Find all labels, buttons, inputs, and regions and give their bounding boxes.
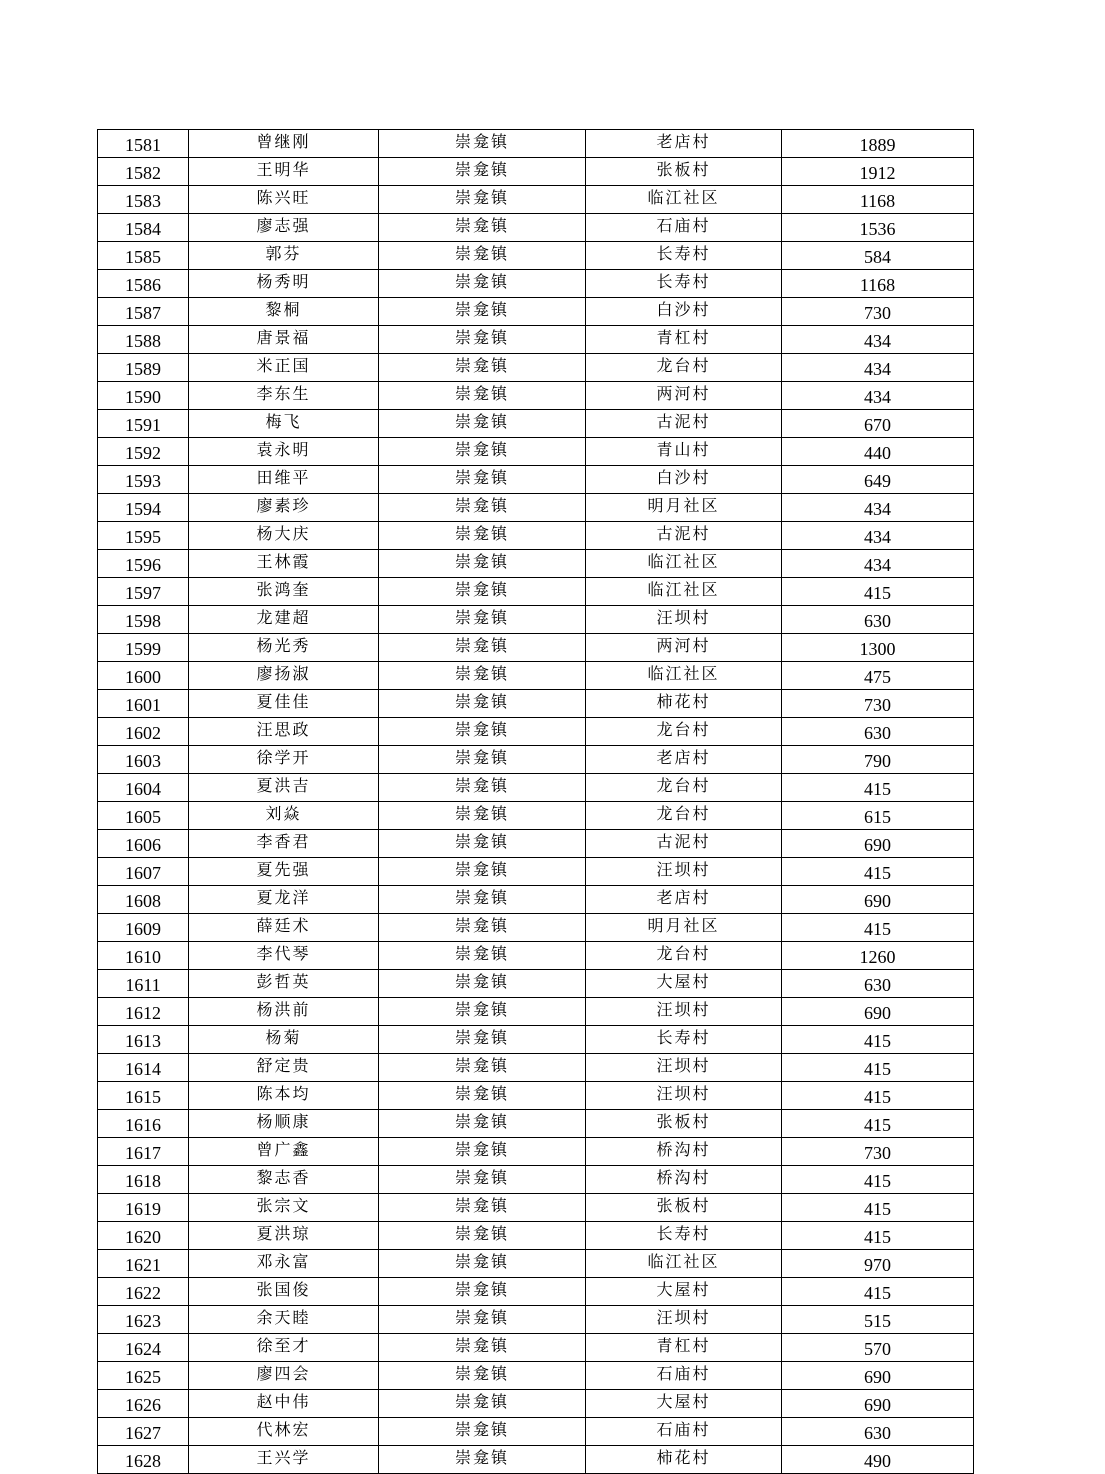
town-cell: 崇龛镇 xyxy=(379,1026,586,1054)
table-row xyxy=(98,550,974,578)
amount-cell: 415 xyxy=(782,1082,974,1110)
row-number-cell: 1616 xyxy=(98,1110,189,1138)
amount-cell: 415 xyxy=(782,1278,974,1306)
amount-cell: 1260 xyxy=(782,942,974,970)
amount-cell: 1536 xyxy=(782,214,974,242)
table-row xyxy=(98,354,974,382)
table-row xyxy=(98,298,974,326)
table-row xyxy=(98,494,974,522)
table-row xyxy=(98,1446,974,1474)
table-row xyxy=(98,1278,974,1306)
town-cell: 崇龛镇 xyxy=(379,1446,586,1474)
name-cell: 郭芬 xyxy=(189,242,379,270)
town-cell: 崇龛镇 xyxy=(379,942,586,970)
village-cell: 临江社区 xyxy=(586,662,782,690)
town-cell: 崇龛镇 xyxy=(379,242,586,270)
data-table xyxy=(97,129,974,1474)
village-cell: 长寿村 xyxy=(586,1222,782,1250)
table-row xyxy=(98,746,974,774)
amount-cell: 415 xyxy=(782,1026,974,1054)
amount-cell: 415 xyxy=(782,1166,974,1194)
table-row xyxy=(98,1110,974,1138)
row-number-cell: 1625 xyxy=(98,1362,189,1390)
row-number-cell: 1595 xyxy=(98,522,189,550)
amount-cell: 434 xyxy=(782,522,974,550)
village-cell: 汪坝村 xyxy=(586,1082,782,1110)
town-cell: 崇龛镇 xyxy=(379,998,586,1026)
town-cell: 崇龛镇 xyxy=(379,1166,586,1194)
town-cell: 崇龛镇 xyxy=(379,1334,586,1362)
name-cell: 米正国 xyxy=(189,354,379,382)
amount-cell: 490 xyxy=(782,1446,974,1474)
town-cell: 崇龛镇 xyxy=(379,130,586,158)
row-number-cell: 1587 xyxy=(98,298,189,326)
row-number-cell: 1584 xyxy=(98,214,189,242)
name-cell: 李东生 xyxy=(189,382,379,410)
table-row xyxy=(98,1250,974,1278)
table-row xyxy=(98,522,974,550)
row-number-cell: 1617 xyxy=(98,1138,189,1166)
amount-cell: 415 xyxy=(782,1194,974,1222)
village-cell: 汪坝村 xyxy=(586,606,782,634)
row-number-cell: 1594 xyxy=(98,494,189,522)
amount-cell: 630 xyxy=(782,718,974,746)
village-cell: 古泥村 xyxy=(586,830,782,858)
table-row xyxy=(98,186,974,214)
village-cell: 白沙村 xyxy=(586,298,782,326)
village-cell: 桥沟村 xyxy=(586,1138,782,1166)
name-cell: 曾继刚 xyxy=(189,130,379,158)
table-row xyxy=(98,1166,974,1194)
row-number-cell: 1593 xyxy=(98,466,189,494)
name-cell: 廖志强 xyxy=(189,214,379,242)
name-cell: 李香君 xyxy=(189,830,379,858)
row-number-cell: 1622 xyxy=(98,1278,189,1306)
table-row xyxy=(98,998,974,1026)
village-cell: 龙台村 xyxy=(586,942,782,970)
amount-cell: 434 xyxy=(782,382,974,410)
name-cell: 夏洪琼 xyxy=(189,1222,379,1250)
town-cell: 崇龛镇 xyxy=(379,1418,586,1446)
name-cell: 杨光秀 xyxy=(189,634,379,662)
town-cell: 崇龛镇 xyxy=(379,438,586,466)
town-cell: 崇龛镇 xyxy=(379,1278,586,1306)
table-row xyxy=(98,606,974,634)
name-cell: 王明华 xyxy=(189,158,379,186)
village-cell: 老店村 xyxy=(586,746,782,774)
town-cell: 崇龛镇 xyxy=(379,914,586,942)
town-cell: 崇龛镇 xyxy=(379,886,586,914)
town-cell: 崇龛镇 xyxy=(379,1194,586,1222)
village-cell: 青杠村 xyxy=(586,1334,782,1362)
table-row xyxy=(98,410,974,438)
row-number-cell: 1585 xyxy=(98,242,189,270)
amount-cell: 690 xyxy=(782,1362,974,1390)
village-cell: 张板村 xyxy=(586,158,782,186)
row-number-cell: 1627 xyxy=(98,1418,189,1446)
town-cell: 崇龛镇 xyxy=(379,1250,586,1278)
village-cell: 柿花村 xyxy=(586,690,782,718)
amount-cell: 630 xyxy=(782,970,974,998)
row-number-cell: 1600 xyxy=(98,662,189,690)
name-cell: 杨顺康 xyxy=(189,1110,379,1138)
row-number-cell: 1603 xyxy=(98,746,189,774)
town-cell: 崇龛镇 xyxy=(379,606,586,634)
row-number-cell: 1592 xyxy=(98,438,189,466)
village-cell: 龙台村 xyxy=(586,718,782,746)
village-cell: 明月社区 xyxy=(586,914,782,942)
table-row xyxy=(98,130,974,158)
town-cell: 崇龛镇 xyxy=(379,1222,586,1250)
amount-cell: 415 xyxy=(782,578,974,606)
town-cell: 崇龛镇 xyxy=(379,186,586,214)
table-row xyxy=(98,914,974,942)
amount-cell: 730 xyxy=(782,298,974,326)
village-cell: 两河村 xyxy=(586,634,782,662)
village-cell: 大屋村 xyxy=(586,1278,782,1306)
village-cell: 青杠村 xyxy=(586,326,782,354)
name-cell: 杨菊 xyxy=(189,1026,379,1054)
village-cell: 张板村 xyxy=(586,1110,782,1138)
name-cell: 夏洪吉 xyxy=(189,774,379,802)
table-row xyxy=(98,1222,974,1250)
table-row xyxy=(98,1418,974,1446)
name-cell: 赵中伟 xyxy=(189,1390,379,1418)
town-cell: 崇龛镇 xyxy=(379,494,586,522)
row-number-cell: 1614 xyxy=(98,1054,189,1082)
name-cell: 龙建超 xyxy=(189,606,379,634)
row-number-cell: 1615 xyxy=(98,1082,189,1110)
name-cell: 张宗文 xyxy=(189,1194,379,1222)
town-cell: 崇龛镇 xyxy=(379,1138,586,1166)
village-cell: 两河村 xyxy=(586,382,782,410)
village-cell: 汪坝村 xyxy=(586,858,782,886)
town-cell: 崇龛镇 xyxy=(379,1082,586,1110)
town-cell: 崇龛镇 xyxy=(379,802,586,830)
name-cell: 夏龙洋 xyxy=(189,886,379,914)
name-cell: 夏先强 xyxy=(189,858,379,886)
town-cell: 崇龛镇 xyxy=(379,578,586,606)
amount-cell: 690 xyxy=(782,1390,974,1418)
table-row xyxy=(98,1194,974,1222)
table-row xyxy=(98,1362,974,1390)
amount-cell: 630 xyxy=(782,606,974,634)
name-cell: 梅飞 xyxy=(189,410,379,438)
row-number-cell: 1610 xyxy=(98,942,189,970)
village-cell: 石庙村 xyxy=(586,1418,782,1446)
name-cell: 张国俊 xyxy=(189,1278,379,1306)
town-cell: 崇龛镇 xyxy=(379,746,586,774)
village-cell: 临江社区 xyxy=(586,186,782,214)
name-cell: 田维平 xyxy=(189,466,379,494)
amount-cell: 415 xyxy=(782,1222,974,1250)
amount-cell: 415 xyxy=(782,1054,974,1082)
row-number-cell: 1604 xyxy=(98,774,189,802)
row-number-cell: 1619 xyxy=(98,1194,189,1222)
table-row xyxy=(98,214,974,242)
row-number-cell: 1598 xyxy=(98,606,189,634)
table-row xyxy=(98,578,974,606)
town-cell: 崇龛镇 xyxy=(379,522,586,550)
village-cell: 古泥村 xyxy=(586,410,782,438)
village-cell: 桥沟村 xyxy=(586,1166,782,1194)
row-number-cell: 1620 xyxy=(98,1222,189,1250)
name-cell: 廖扬淑 xyxy=(189,662,379,690)
amount-cell: 434 xyxy=(782,326,974,354)
row-number-cell: 1624 xyxy=(98,1334,189,1362)
row-number-cell: 1621 xyxy=(98,1250,189,1278)
town-cell: 崇龛镇 xyxy=(379,1390,586,1418)
table-row xyxy=(98,438,974,466)
table-row xyxy=(98,270,974,298)
name-cell: 廖素珍 xyxy=(189,494,379,522)
table-row xyxy=(98,326,974,354)
row-number-cell: 1590 xyxy=(98,382,189,410)
amount-cell: 1912 xyxy=(782,158,974,186)
amount-cell: 690 xyxy=(782,886,974,914)
village-cell: 明月社区 xyxy=(586,494,782,522)
table-body xyxy=(98,130,974,1474)
amount-cell: 1168 xyxy=(782,270,974,298)
village-cell: 临江社区 xyxy=(586,550,782,578)
table-row xyxy=(98,886,974,914)
amount-cell: 630 xyxy=(782,1418,974,1446)
village-cell: 汪坝村 xyxy=(586,1054,782,1082)
town-cell: 崇龛镇 xyxy=(379,718,586,746)
town-cell: 崇龛镇 xyxy=(379,858,586,886)
amount-cell: 730 xyxy=(782,1138,974,1166)
table-row xyxy=(98,774,974,802)
row-number-cell: 1605 xyxy=(98,802,189,830)
town-cell: 崇龛镇 xyxy=(379,382,586,410)
table-row xyxy=(98,382,974,410)
amount-cell: 434 xyxy=(782,550,974,578)
town-cell: 崇龛镇 xyxy=(379,214,586,242)
name-cell: 杨秀明 xyxy=(189,270,379,298)
row-number-cell: 1607 xyxy=(98,858,189,886)
amount-cell: 415 xyxy=(782,858,974,886)
table-row xyxy=(98,942,974,970)
amount-cell: 690 xyxy=(782,998,974,1026)
name-cell: 徐学开 xyxy=(189,746,379,774)
amount-cell: 434 xyxy=(782,494,974,522)
row-number-cell: 1612 xyxy=(98,998,189,1026)
amount-cell: 790 xyxy=(782,746,974,774)
amount-cell: 615 xyxy=(782,802,974,830)
town-cell: 崇龛镇 xyxy=(379,1362,586,1390)
town-cell: 崇龛镇 xyxy=(379,774,586,802)
name-cell: 李代琴 xyxy=(189,942,379,970)
town-cell: 崇龛镇 xyxy=(379,550,586,578)
row-number-cell: 1611 xyxy=(98,970,189,998)
table-row xyxy=(98,1026,974,1054)
amount-cell: 434 xyxy=(782,354,974,382)
village-cell: 老店村 xyxy=(586,886,782,914)
row-number-cell: 1586 xyxy=(98,270,189,298)
amount-cell: 670 xyxy=(782,410,974,438)
row-number-cell: 1609 xyxy=(98,914,189,942)
name-cell: 夏佳佳 xyxy=(189,690,379,718)
row-number-cell: 1596 xyxy=(98,550,189,578)
village-cell: 龙台村 xyxy=(586,774,782,802)
town-cell: 崇龛镇 xyxy=(379,270,586,298)
village-cell: 大屋村 xyxy=(586,1390,782,1418)
row-number-cell: 1608 xyxy=(98,886,189,914)
name-cell: 刘焱 xyxy=(189,802,379,830)
amount-cell: 1168 xyxy=(782,186,974,214)
amount-cell: 690 xyxy=(782,830,974,858)
amount-cell: 415 xyxy=(782,1110,974,1138)
town-cell: 崇龛镇 xyxy=(379,634,586,662)
table-row xyxy=(98,718,974,746)
name-cell: 黎桐 xyxy=(189,298,379,326)
row-number-cell: 1581 xyxy=(98,130,189,158)
row-number-cell: 1588 xyxy=(98,326,189,354)
town-cell: 崇龛镇 xyxy=(379,662,586,690)
table-row xyxy=(98,1334,974,1362)
name-cell: 陈兴旺 xyxy=(189,186,379,214)
name-cell: 彭哲英 xyxy=(189,970,379,998)
amount-cell: 1889 xyxy=(782,130,974,158)
name-cell: 张鸿奎 xyxy=(189,578,379,606)
town-cell: 崇龛镇 xyxy=(379,830,586,858)
name-cell: 袁永明 xyxy=(189,438,379,466)
row-number-cell: 1606 xyxy=(98,830,189,858)
village-cell: 长寿村 xyxy=(586,242,782,270)
amount-cell: 584 xyxy=(782,242,974,270)
village-cell: 临江社区 xyxy=(586,578,782,606)
village-cell: 青山村 xyxy=(586,438,782,466)
name-cell: 代林宏 xyxy=(189,1418,379,1446)
name-cell: 杨洪前 xyxy=(189,998,379,1026)
name-cell: 邓永富 xyxy=(189,1250,379,1278)
town-cell: 崇龛镇 xyxy=(379,1054,586,1082)
table-row xyxy=(98,1138,974,1166)
village-cell: 大屋村 xyxy=(586,970,782,998)
table-row xyxy=(98,242,974,270)
village-cell: 石庙村 xyxy=(586,214,782,242)
name-cell: 曾广鑫 xyxy=(189,1138,379,1166)
village-cell: 柿花村 xyxy=(586,1446,782,1474)
row-number-cell: 1628 xyxy=(98,1446,189,1474)
village-cell: 汪坝村 xyxy=(586,998,782,1026)
name-cell: 舒定贵 xyxy=(189,1054,379,1082)
table-row xyxy=(98,1390,974,1418)
amount-cell: 1300 xyxy=(782,634,974,662)
table-row xyxy=(98,662,974,690)
amount-cell: 415 xyxy=(782,774,974,802)
village-cell: 汪坝村 xyxy=(586,1306,782,1334)
town-cell: 崇龛镇 xyxy=(379,466,586,494)
table-row xyxy=(98,858,974,886)
village-cell: 龙台村 xyxy=(586,802,782,830)
name-cell: 薛廷术 xyxy=(189,914,379,942)
town-cell: 崇龛镇 xyxy=(379,1306,586,1334)
amount-cell: 730 xyxy=(782,690,974,718)
amount-cell: 570 xyxy=(782,1334,974,1362)
table-row xyxy=(98,830,974,858)
table-row xyxy=(98,1306,974,1334)
amount-cell: 415 xyxy=(782,914,974,942)
name-cell: 廖四会 xyxy=(189,1362,379,1390)
table-row xyxy=(98,690,974,718)
amount-cell: 515 xyxy=(782,1306,974,1334)
town-cell: 崇龛镇 xyxy=(379,326,586,354)
row-number-cell: 1601 xyxy=(98,690,189,718)
table-row xyxy=(98,1082,974,1110)
name-cell: 王林霞 xyxy=(189,550,379,578)
table-row xyxy=(98,466,974,494)
village-cell: 石庙村 xyxy=(586,1362,782,1390)
name-cell: 汪思政 xyxy=(189,718,379,746)
village-cell: 长寿村 xyxy=(586,1026,782,1054)
row-number-cell: 1589 xyxy=(98,354,189,382)
name-cell: 唐景福 xyxy=(189,326,379,354)
town-cell: 崇龛镇 xyxy=(379,158,586,186)
table-row xyxy=(98,1054,974,1082)
amount-cell: 475 xyxy=(782,662,974,690)
name-cell: 王兴学 xyxy=(189,1446,379,1474)
row-number-cell: 1626 xyxy=(98,1390,189,1418)
row-number-cell: 1602 xyxy=(98,718,189,746)
village-cell: 张板村 xyxy=(586,1194,782,1222)
name-cell: 陈本均 xyxy=(189,1082,379,1110)
name-cell: 徐至才 xyxy=(189,1334,379,1362)
village-cell: 老店村 xyxy=(586,130,782,158)
village-cell: 临江社区 xyxy=(586,1250,782,1278)
table-row xyxy=(98,970,974,998)
village-cell: 龙台村 xyxy=(586,354,782,382)
village-cell: 古泥村 xyxy=(586,522,782,550)
amount-cell: 970 xyxy=(782,1250,974,1278)
amount-cell: 440 xyxy=(782,438,974,466)
town-cell: 崇龛镇 xyxy=(379,1110,586,1138)
town-cell: 崇龛镇 xyxy=(379,410,586,438)
name-cell: 杨大庆 xyxy=(189,522,379,550)
town-cell: 崇龛镇 xyxy=(379,970,586,998)
town-cell: 崇龛镇 xyxy=(379,354,586,382)
table-row xyxy=(98,158,974,186)
name-cell: 黎志香 xyxy=(189,1166,379,1194)
village-cell: 白沙村 xyxy=(586,466,782,494)
row-number-cell: 1591 xyxy=(98,410,189,438)
town-cell: 崇龛镇 xyxy=(379,298,586,326)
amount-cell: 649 xyxy=(782,466,974,494)
name-cell: 余天睦 xyxy=(189,1306,379,1334)
table-row xyxy=(98,802,974,830)
row-number-cell: 1623 xyxy=(98,1306,189,1334)
row-number-cell: 1599 xyxy=(98,634,189,662)
town-cell: 崇龛镇 xyxy=(379,690,586,718)
row-number-cell: 1583 xyxy=(98,186,189,214)
row-number-cell: 1618 xyxy=(98,1166,189,1194)
village-cell: 长寿村 xyxy=(586,270,782,298)
row-number-cell: 1597 xyxy=(98,578,189,606)
row-number-cell: 1613 xyxy=(98,1026,189,1054)
row-number-cell: 1582 xyxy=(98,158,189,186)
table-row xyxy=(98,634,974,662)
